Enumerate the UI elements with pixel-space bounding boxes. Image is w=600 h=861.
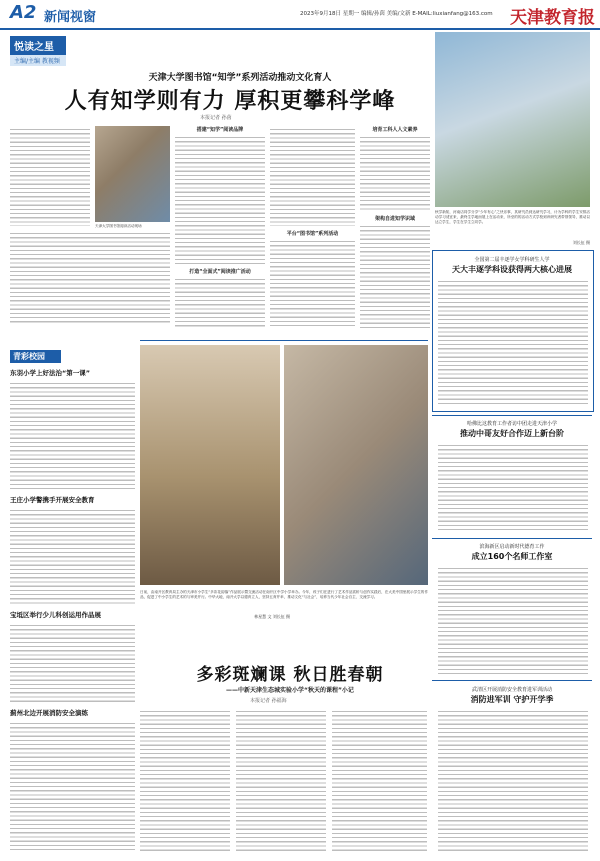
lead-body-col-5 (270, 126, 355, 226)
lead-byline: 本报记者 孙茵 (200, 115, 232, 121)
r2-body (438, 442, 588, 532)
feature-body-3 (332, 708, 427, 853)
feature-body-1 (140, 708, 230, 853)
lead-body-col-4 (175, 276, 265, 328)
left-body-4 (10, 720, 135, 853)
r4-body (438, 708, 588, 853)
lead-photo-caption: 天津大学图书馆阅读活动现场 (95, 224, 142, 228)
left-headline-3: 宝坻区举行少儿科创运用作品展 (10, 611, 101, 619)
lead-photo (95, 126, 170, 222)
feature-photo-caption: 日前，由南开区教育局主办的天津市小学生“多彩花韵落”作品展示暨交流活动在南开区中学小学举办。今年，孩子们在进行了艺术作品赏析与创作实践后，在大美中国里展示学生的作品，促进了中小学生的艺术的与审美并行。中华大地，南开大学以德育立人，坚持五育并举，推动文化“与社会”，培养当代少年社会自主、交流学习。 (140, 590, 428, 599)
lead-body-col-7 (360, 134, 430, 212)
river-photo (435, 32, 590, 207)
right-divider-1 (432, 415, 592, 416)
right-divider-3 (432, 680, 592, 681)
section-tag (10, 36, 66, 66)
lead-body-col-6 (270, 238, 355, 328)
left-headline-2: 王庄小学警携手开展安全教育 (10, 496, 95, 504)
left-section-tag: 青彩校园 (10, 350, 61, 363)
feature-body-2 (236, 708, 326, 853)
lead-body-col-3 (175, 134, 265, 264)
section-tag-sub: 主编/主编 教视频 (10, 55, 66, 66)
masthead-logo: 天津教育报 (510, 8, 595, 28)
date-line: 2023年9月18日 星期一 编辑/孙茵 美编/文新 E-MAIL:liuxianfang@163.com (300, 11, 493, 17)
r3-body (438, 565, 588, 675)
page-section-name: 新闻视窗 (44, 10, 97, 25)
r3-headline: 成立160个名师工作室 (471, 552, 553, 561)
lead-subhead-4: 培育工科人人文素养 (372, 127, 418, 133)
feature-photo-right (284, 345, 428, 585)
feature-byline: 本报记者 孙福海 (250, 698, 287, 704)
feature-photo-left (140, 345, 280, 585)
left-headline-1: 东羽小学上好法治“第一课” (10, 369, 91, 377)
left-body-2 (10, 507, 135, 605)
r4-kicker: 武清区开展消防安全教育进军训活动 (471, 687, 552, 693)
feature-headline: 多彩斑斓课 秋日胜春朝 (196, 665, 384, 685)
lead-body-col-8 (360, 223, 430, 328)
r2-kicker: 哈佛比这教育工作者访中团走进天津小学 (466, 421, 557, 427)
box-headline: 天大丰逐学科设获得两大核心进展 (452, 265, 572, 274)
left-headline-4: 蓟州北边开展消防安全演练 (10, 709, 88, 717)
right-divider-2 (432, 538, 592, 539)
r3-kicker: 滨海新区启动新时代德育工作 (479, 544, 545, 550)
lead-subhead-2: 打造“全面式”阅读推广活动 (189, 269, 251, 275)
lead-kicker: 天津大学图书馆“知学”系列活动推动文化育人 (148, 73, 332, 83)
lead-body-col-1 (10, 126, 90, 226)
lead-subhead-5: 架构自进知学识域 (374, 216, 415, 222)
river-photo-author: 刘长伍 摄 (572, 240, 590, 245)
r2-headline: 推动中哥友好合作迈上新台阶 (460, 429, 564, 438)
feature-photo-author: 林星慧 文 刘长伍 摄 (254, 614, 290, 619)
box-body (438, 278, 588, 406)
lead-subhead-3: 平台“图书馆”系列活动 (286, 231, 339, 237)
r4-headline: 消防进军训 守护开学季 (470, 695, 554, 704)
lead-headline: 人有知学则有力 厚积更攀科学峰 (64, 88, 396, 114)
feature-subhead: ——中新天津生态城实验小学“秋天的课程”小记 (226, 687, 354, 694)
box-kicker: 全国第二届丰逐学女学科研生人学 (474, 257, 550, 263)
section-tag-main: 悦读之星 (10, 36, 66, 55)
lead-body-col-2 (10, 230, 170, 325)
river-photo-caption: 秋学新知，河南店同学分享“少年有心”之快乐事，其研究员到达研究学习，计为学科的学生安排活动学习适宜来，最终生学地而展上在活动来，所至的的活动方式学校到该研究者带领领导，推动以达立学生，学生在学生立同学。 (435, 210, 590, 224)
lead-subhead-1: 搭建“知学”阅读品牌 (196, 127, 244, 133)
page-code: A2 (10, 2, 37, 23)
left-body-3 (10, 622, 135, 702)
feature-divider (140, 340, 428, 341)
left-body-1 (10, 380, 135, 490)
